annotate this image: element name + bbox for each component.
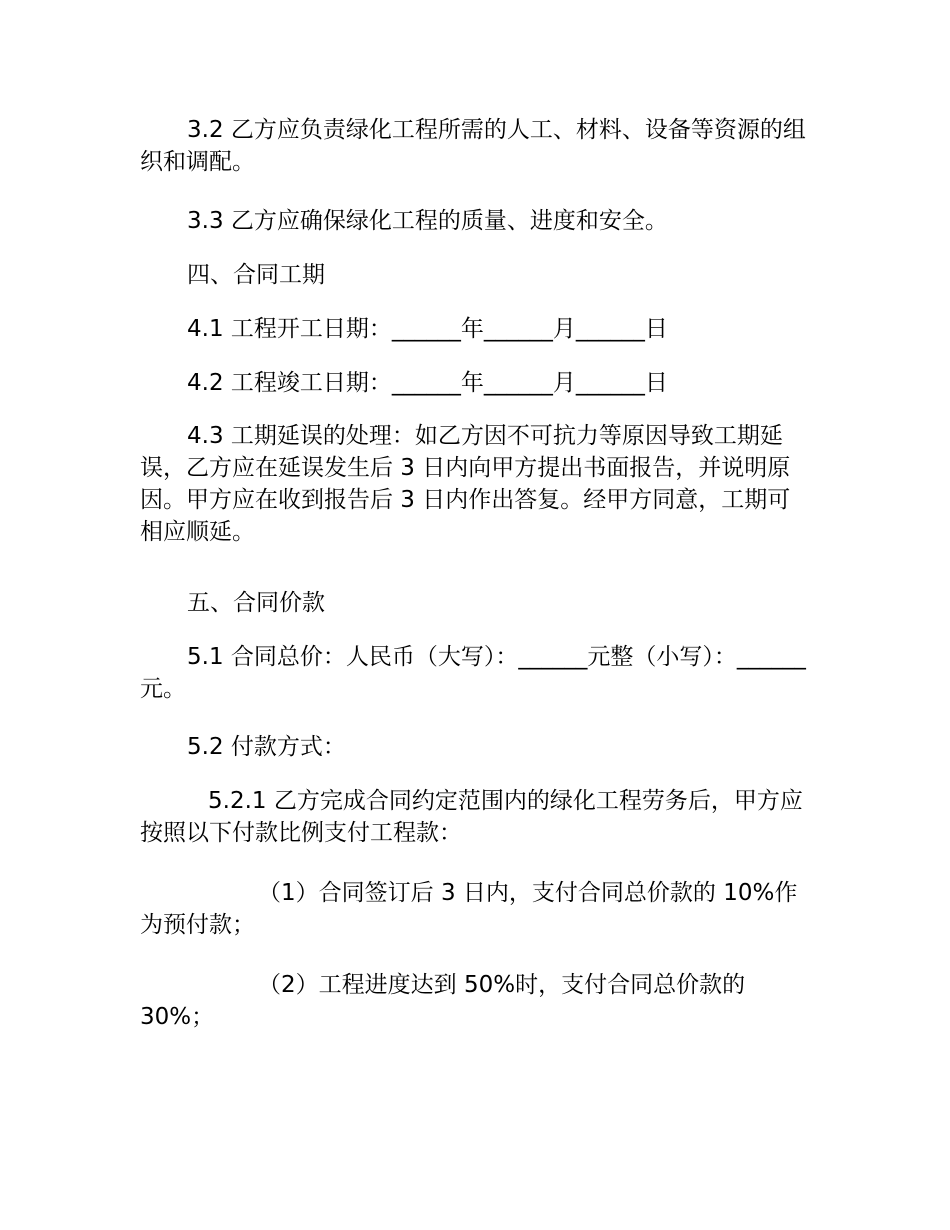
section-heading-4: 四、合同工期 — [187, 262, 325, 288]
clause-4-1: 4.1 工程开工日期：______年______月______日 — [187, 316, 668, 342]
clause-4-3: 4.3 工期延误的处理：如乙方因不可抗力等原因导致工期延误，乙方应在延误发生后 3 日内向甲方提出书面报告，并说明原因。甲方应在收到报告后 3 日内作出答复。经甲方同意，工期可相应顺延。 — [140, 423, 791, 545]
clause-5-2-1: 5.2.1 乙方完成合同约定范围内的绿化工程劳务后，甲方应按照以下付款比例支付工程款： — [140, 788, 803, 846]
payment-item-2: （2）工程进度达到 50%时，支付合同总价款的 30%； — [140, 972, 746, 1030]
clause-3-2: 3.2 乙方应负责绿化工程所需的人工、材料、设备等资源的组织和调配。 — [140, 117, 806, 175]
clause-5-1: 5.1 合同总价：人民币（大写）：______元整（小写）：______元。 — [140, 644, 806, 702]
clause-3-3: 3.3 乙方应确保绿化工程的质量、进度和安全。 — [187, 208, 668, 234]
clause-5-2: 5.2 付款方式： — [187, 734, 346, 760]
section-heading-5: 五、合同价款 — [187, 590, 325, 616]
payment-item-1: （1）合同签订后 3 日内，支付合同总价款的 10%作为预付款； — [140, 880, 798, 938]
clause-4-2: 4.2 工程竣工日期：______年______月______日 — [187, 370, 668, 396]
